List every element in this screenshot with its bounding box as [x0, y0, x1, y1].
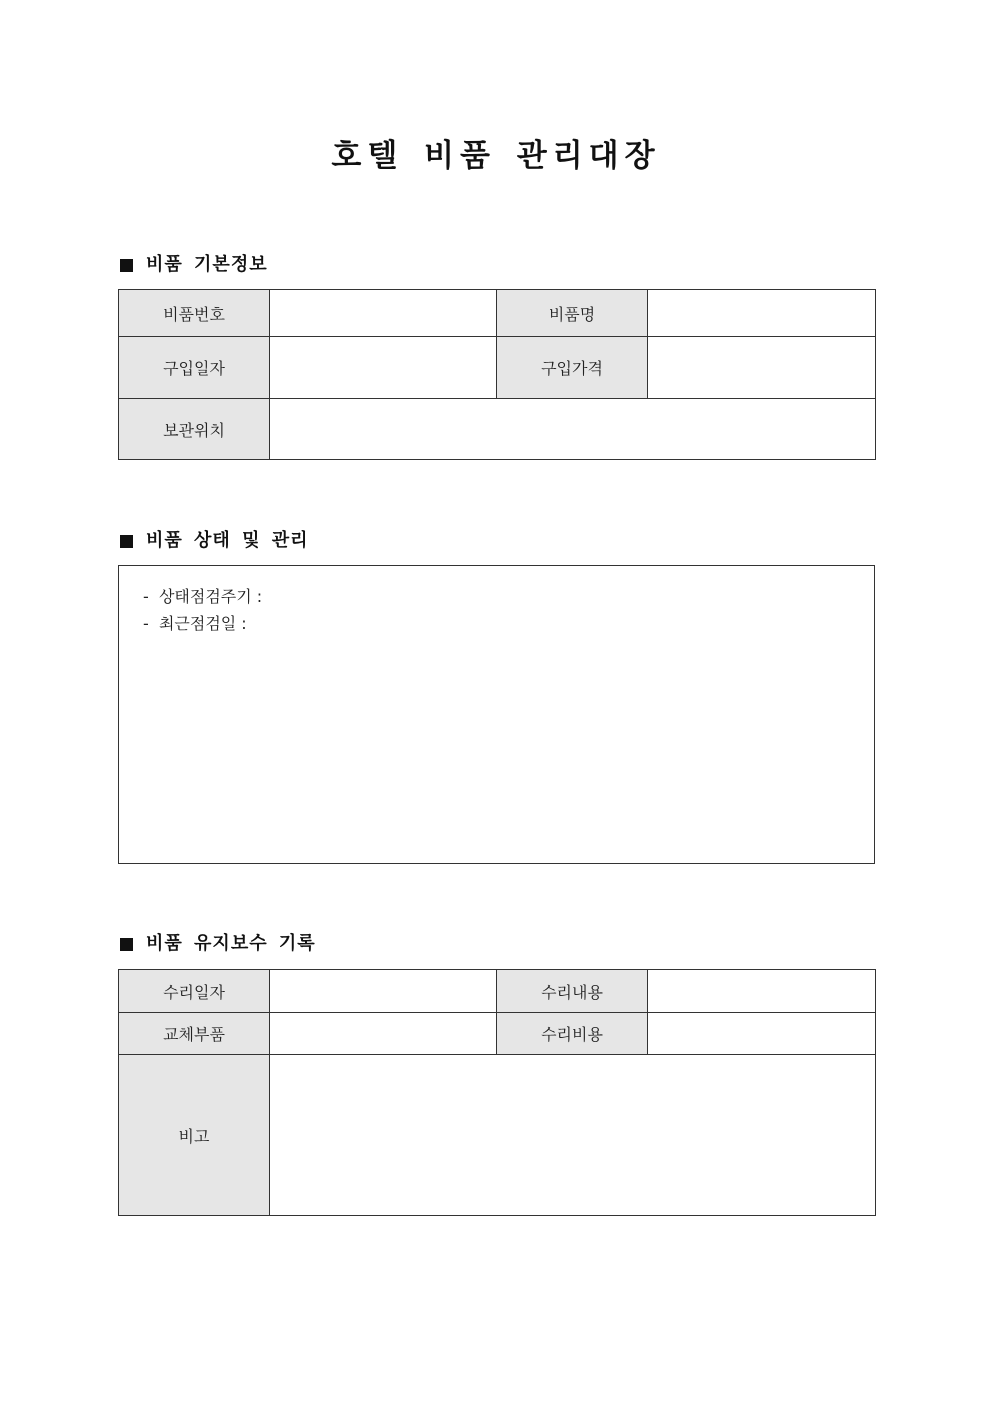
- repair-details-label: 수리내용: [497, 970, 648, 1013]
- replaced-parts-label: 교체부품: [119, 1013, 270, 1055]
- document-title: 호텔 비품 관리대장: [331, 138, 661, 174]
- remarks-field[interactable]: [270, 1055, 876, 1216]
- purchase-date-field[interactable]: [270, 337, 497, 399]
- storage-location-field[interactable]: [270, 399, 876, 460]
- maintenance-record-table: [118, 969, 876, 1216]
- purchase-price-field[interactable]: [648, 337, 876, 399]
- purchase-price-label: 구입가격: [497, 337, 648, 399]
- square-bullet-icon: [120, 259, 133, 272]
- item-name-field[interactable]: [648, 290, 876, 337]
- basic-info-heading: [118, 252, 268, 278]
- repair-cost-label: 수리비용: [497, 1013, 648, 1055]
- item-number-field[interactable]: [270, 290, 497, 337]
- status-management-heading-text: 비품 상태 및 관리: [146, 530, 309, 551]
- square-bullet-icon: [120, 938, 133, 951]
- maintenance-record-heading-text: 비품 유지보수 기록: [146, 933, 316, 954]
- repair-date-label: 수리일자: [119, 970, 270, 1013]
- table-row: [119, 1055, 876, 1216]
- basic-info-heading-text: 비품 기본정보: [146, 254, 268, 275]
- replaced-parts-field[interactable]: [270, 1013, 497, 1055]
- storage-location-label: 보관위치: [119, 399, 270, 460]
- table-row: [119, 1013, 876, 1055]
- item-number-label: 비품번호: [119, 290, 270, 337]
- repair-date-field[interactable]: [270, 970, 497, 1013]
- table-row: [119, 337, 876, 399]
- square-bullet-icon: [120, 535, 133, 548]
- last-inspection-line: - 최근점검일 :: [143, 614, 247, 633]
- repair-cost-field[interactable]: [648, 1013, 876, 1055]
- item-name-label: 비품명: [497, 290, 648, 337]
- table-row: [119, 290, 876, 337]
- remarks-label: 비고: [119, 1055, 270, 1216]
- table-row: [119, 399, 876, 460]
- repair-details-field[interactable]: [648, 970, 876, 1013]
- status-management-heading: [118, 528, 309, 554]
- purchase-date-label: 구입일자: [119, 337, 270, 399]
- basic-info-table: [118, 289, 876, 460]
- status-management-box[interactable]: [118, 565, 875, 864]
- table-row: [119, 970, 876, 1013]
- inspection-cycle-line: - 상태점검주기 :: [143, 587, 263, 606]
- maintenance-record-heading: [118, 931, 316, 957]
